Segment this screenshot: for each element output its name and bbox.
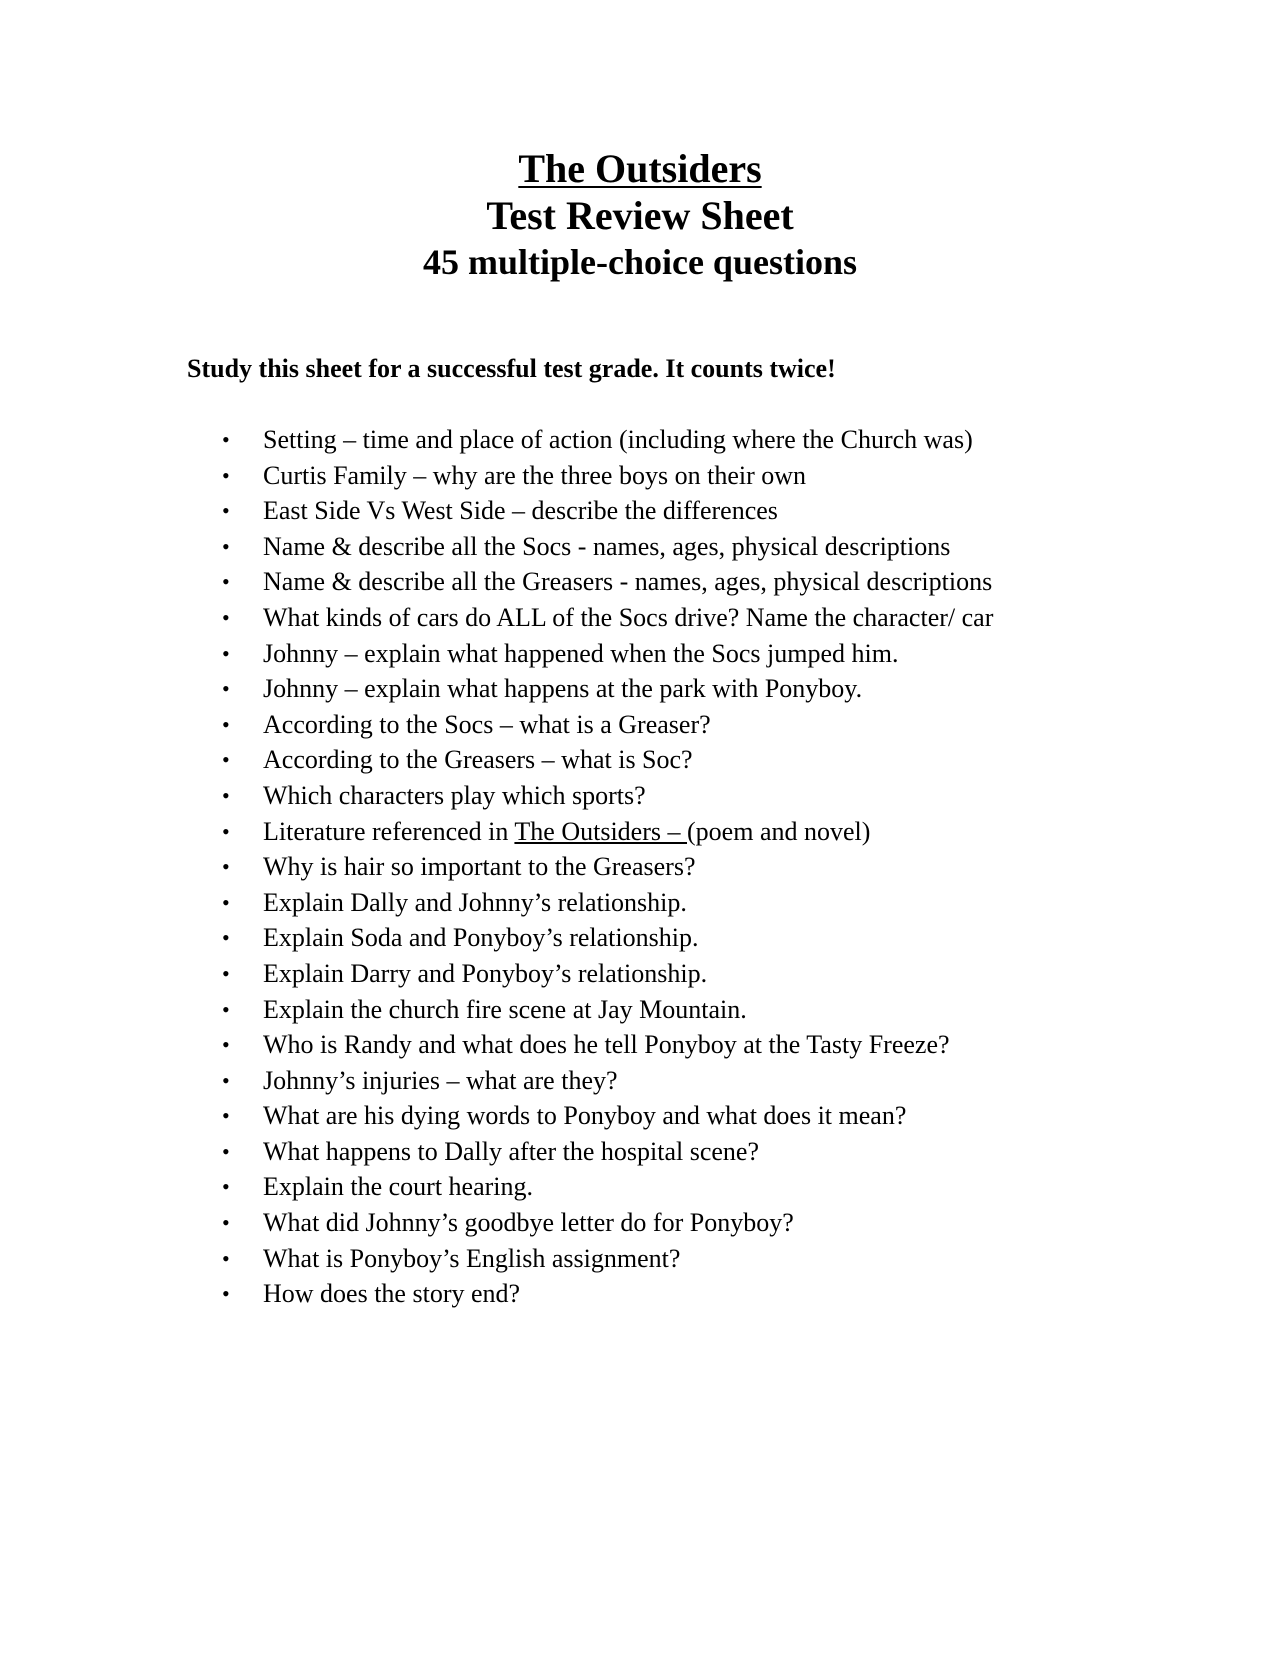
bullet-icon: •	[222, 782, 230, 808]
list-item: • East Side Vs West Side – describe the differences	[0, 493, 993, 529]
list-item: • Explain the church fire scene at Jay Mountain.	[0, 992, 993, 1028]
list-item: • Setting – time and place of action (including where the Church was)	[0, 422, 993, 458]
list-item: • What kinds of cars do ALL of the Socs drive? Name the character/ car	[0, 600, 993, 636]
list-item: • What are his dying words to Ponyboy and what does it mean?	[0, 1098, 993, 1134]
bullet-icon: •	[222, 925, 230, 951]
bullet-icon: •	[222, 711, 230, 737]
list-item: • What is Ponyboy’s English assignment?	[0, 1241, 993, 1277]
list-item: • Johnny’s injuries – what are they?	[0, 1063, 993, 1099]
list-item: • Which characters play which sports?	[0, 778, 993, 814]
list-item: • Explain Soda and Ponyboy’s relationship.	[0, 920, 993, 956]
document-subtitle: Test Review Sheet	[486, 193, 794, 238]
book-title-reference: The Outsiders –	[514, 816, 688, 846]
list-item: • According to the Socs – what is a Greaser?	[0, 707, 993, 743]
bullet-icon: •	[222, 747, 230, 773]
list-item: • Johnny – explain what happened when the Socs jumped him.	[0, 636, 993, 672]
list-item: • Literature referenced in The Outsiders – (poem and novel)	[0, 814, 993, 850]
bullet-icon: •	[222, 640, 230, 666]
bullet-icon: •	[222, 569, 230, 595]
title-block	[0, 146, 1280, 285]
bullet-icon: •	[222, 1174, 230, 1200]
list-item: • According to the Greasers – what is Soc?	[0, 742, 993, 778]
bullet-icon: •	[222, 604, 230, 630]
question-count: 45 multiple-choice questions	[422, 242, 857, 282]
bullet-icon: •	[222, 1138, 230, 1164]
bullet-icon: •	[222, 533, 230, 559]
bullet-icon: •	[222, 996, 230, 1022]
bullet-icon: •	[222, 854, 230, 880]
list-item: • Curtis Family – why are the three boys on their own	[0, 458, 993, 494]
bullet-icon: •	[222, 676, 230, 702]
bullet-icon: •	[222, 462, 230, 488]
bullet-icon: •	[222, 818, 230, 844]
list-item: • Explain Darry and Ponyboy’s relationship.	[0, 956, 993, 992]
list-item: • What did Johnny’s goodbye letter do for Ponyboy?	[0, 1205, 993, 1241]
review-topics-list	[0, 422, 993, 1312]
intro-instruction: Study this sheet for a successful test grade. It counts twice!	[187, 354, 836, 383]
bullet-icon: •	[222, 427, 230, 452]
bullet-icon: •	[222, 1245, 230, 1271]
list-item: • Why is hair so important to the Greasers?	[0, 849, 993, 885]
list-item: • Explain Dally and Johnny’s relationship.	[0, 885, 993, 921]
bullet-icon: •	[222, 1067, 230, 1093]
bullet-icon: •	[222, 1281, 230, 1307]
list-item: • Who is Randy and what does he tell Ponyboy at the Tasty Freeze?	[0, 1027, 993, 1063]
list-item: • Name & describe all the Greasers - names, ages, physical descriptions	[0, 564, 993, 600]
bullet-icon: •	[222, 1210, 230, 1236]
list-item: • How does the story end?	[0, 1276, 993, 1312]
document-title: The Outsiders	[518, 146, 762, 191]
bullet-icon: •	[222, 1103, 230, 1129]
list-item: • Name & describe all the Socs - names, ages, physical descriptions	[0, 529, 993, 565]
bullet-icon: •	[222, 960, 230, 986]
list-item: • Johnny – explain what happens at the park with Ponyboy.	[0, 671, 993, 707]
bullet-icon: •	[222, 889, 230, 915]
bullet-icon: •	[222, 498, 230, 524]
list-item: • What happens to Dally after the hospital scene?	[0, 1134, 993, 1170]
list-item: • Explain the court hearing.	[0, 1169, 993, 1205]
bullet-icon: •	[222, 1032, 230, 1058]
